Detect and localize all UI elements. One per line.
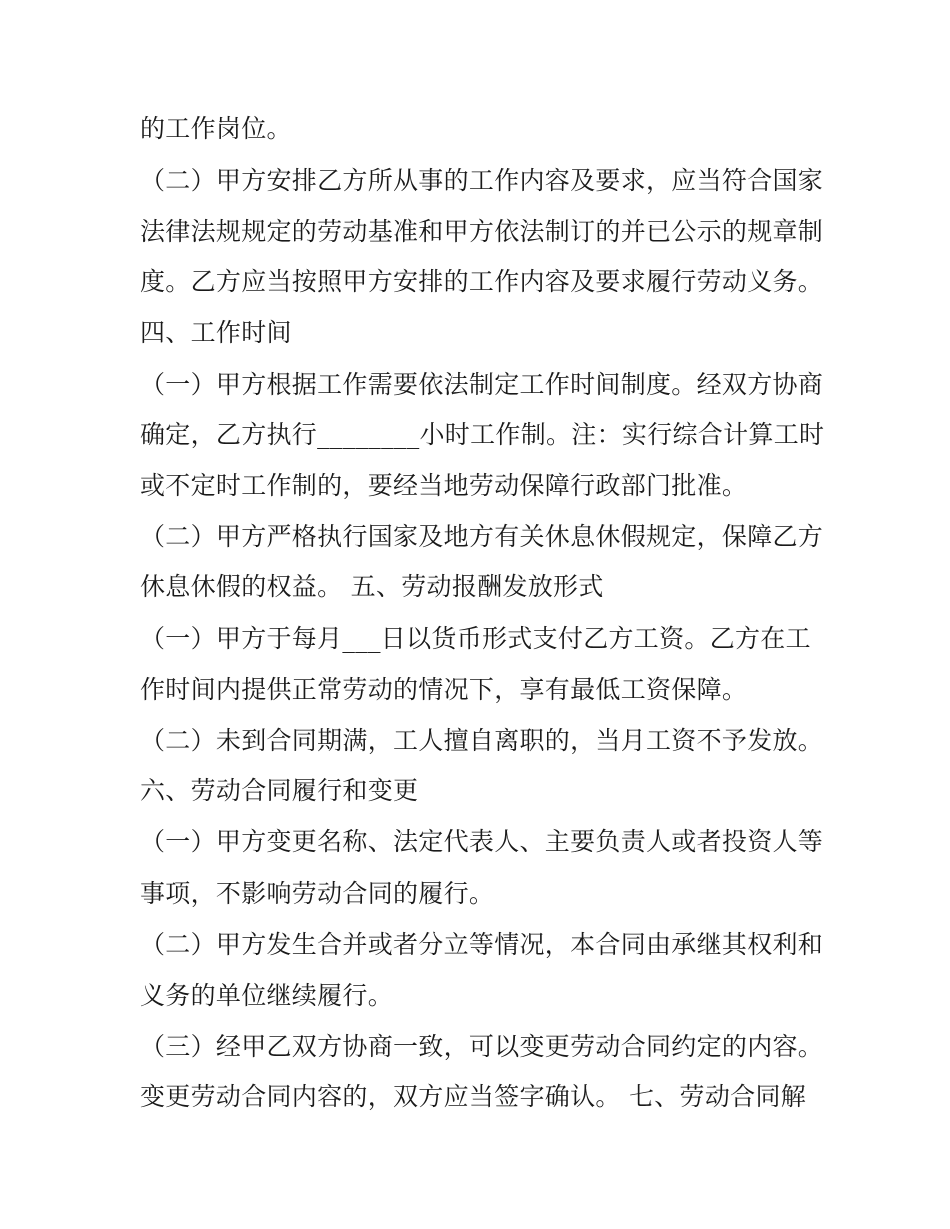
text-line: 变更劳动合同内容的，双方应当签字确认。 七、劳动合同解 [140, 1082, 807, 1111]
text-line: （二）甲方安排乙方所从事的工作内容及要求，应当符合国家 [140, 166, 824, 195]
text-line: 度。乙方应当按照甲方安排的工作内容及要求履行劳动义务。 [140, 267, 824, 296]
text-line: （一）甲方于每月___日以货币形式支付乙方工资。乙方在工 [140, 624, 811, 653]
section-heading: 六、劳动合同履行和变更 [140, 776, 419, 805]
text-line: （三）经甲乙双方协商一致，可以变更劳动合同约定的内容。 [140, 1032, 824, 1061]
text-line: 的工作岗位。 [140, 114, 292, 143]
text-line: 确定，乙方执行________小时工作制。注：实行综合计算工时 [140, 420, 825, 449]
text-line: （二）未到合同期满，工人擅自离职的，当月工资不予发放。 [140, 726, 824, 755]
text-line: （一）甲方变更名称、法定代表人、主要负责人或者投资人等 [140, 827, 824, 856]
text-line: （二）甲方发生合并或者分立等情况，本合同由承继其权利和 [140, 930, 824, 959]
text-line: 法律法规规定的劳动基准和甲方依法制订的并已公示的规章制 [140, 217, 824, 246]
text-line: 或不定时工作制的，要经当地劳动保障行政部门批准。 [140, 471, 748, 500]
text-line: （一）甲方根据工作需要依法制定工作时间制度。经双方协商 [140, 370, 824, 399]
text-line: （二）甲方严格执行国家及地方有关休息休假规定，保障乙方 [140, 522, 824, 551]
text-line: 休息休假的权益。 五、劳动报酬发放形式 [140, 572, 604, 601]
section-heading: 四、工作时间 [140, 318, 292, 347]
text-line: 事项，不影响劳动合同的履行。 [140, 879, 495, 908]
text-line: 义务的单位继续履行。 [140, 981, 394, 1010]
text-line: 作时间内提供正常劳动的情况下，享有最低工资保障。 [140, 675, 748, 704]
